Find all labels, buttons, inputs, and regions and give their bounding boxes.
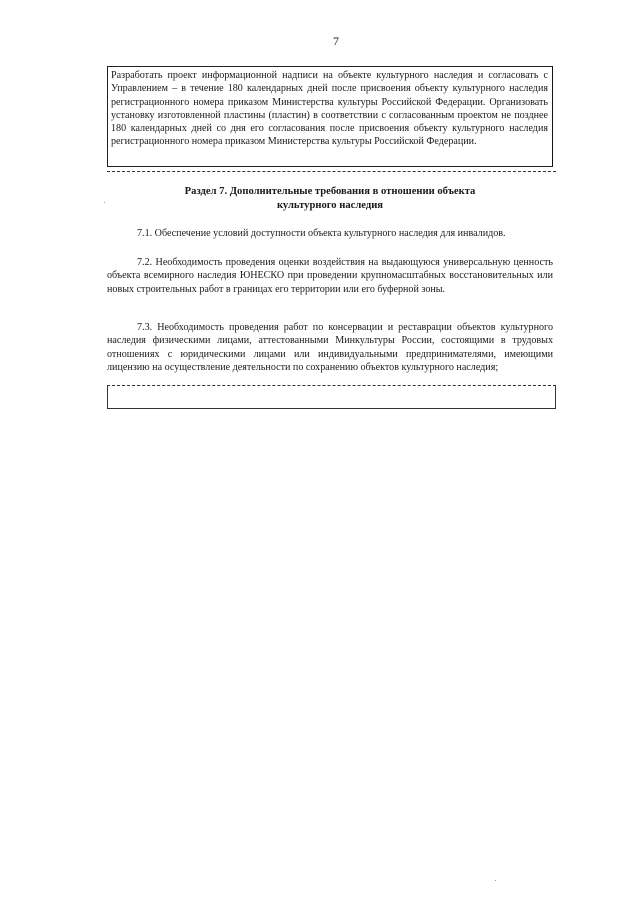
paragraph-7-3-text: 7.3. Необходимость проведения работ по консервации и реставрации объектов культурного наследия физическими лицами, аттестованными Минкультуры России, состоящими в трудовых отношениях с юридическими лицами или индивидуальными предпринимателями, имеющими лицензию на осуществление деятельности по сохранению объектов культурного наследия;: [107, 322, 553, 374]
paragraph-7-2-text: 7.2. Необходимость проведения оценки воздействия на выдающуюся универсальную ценность объекта всемирного наследия ЮНЕСКО при проведении крупномасштабных восстановительных или новых строительных работ в границах его территории или его буферной зоны.: [107, 257, 553, 295]
empty-table-row: [107, 385, 556, 409]
paragraph-7-3: [107, 321, 553, 375]
paragraph-7-1-text: 7.1. Обеспечение условий доступности объекта культурного наследия для инвалидов.: [137, 228, 506, 239]
section-heading: [120, 185, 540, 212]
section-heading-line-1: Раздел 7. Дополнительные требования в отношении объекта: [184, 186, 476, 197]
scan-speck: [104, 202, 105, 203]
requirement-text-box: Разработать проект информационной надписи на объекте культурного наследия и согласовать с Управлением – в течение 180 календарных дней после присвоения объекту культурного наследия регистрационного номера приказом Министерства культуры Российской Федерации. Организовать установку изготовленной пластины (пластин) в соответствии с согласованным проектом не позднее 180 календарных дней со дня его согласования после присвоения объекту культурного наследия регистрационного номера приказом Министерства культуры Российской Федерации.: [107, 66, 553, 167]
page-number: 7: [333, 34, 339, 48]
scan-speck: [495, 880, 496, 881]
paragraph-7-1: [107, 227, 553, 240]
section-heading-line-2: культурного наследия: [276, 199, 384, 211]
paragraph-7-2: [107, 256, 553, 296]
box-divider-line: [107, 171, 556, 172]
